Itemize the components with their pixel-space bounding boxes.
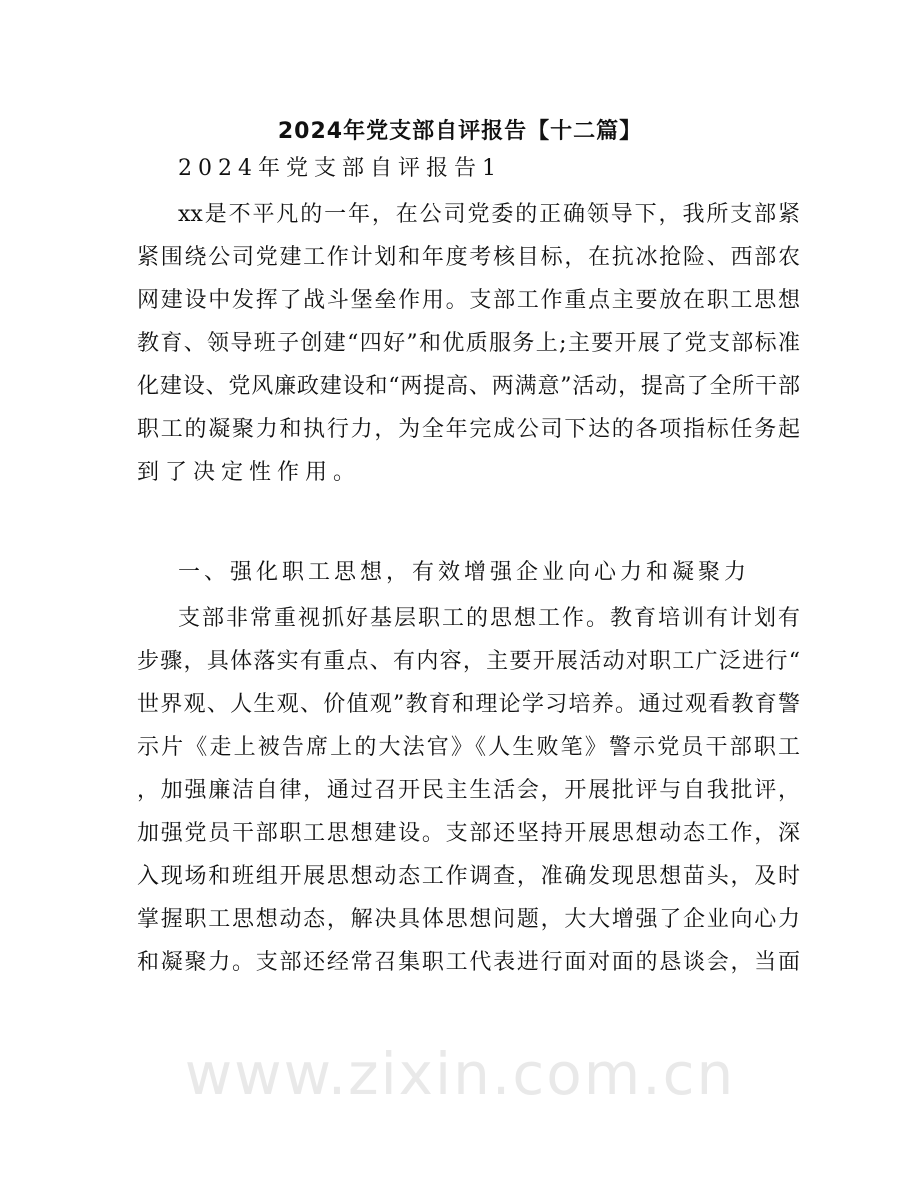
- text-line: 化建设、党风廉政建设和“两提高、两满意”活动，提高了全所干部: [137, 374, 800, 399]
- text-line: 步骤，具体落实有重点、有内容，主要开展活动对职工广泛进行“: [137, 649, 800, 674]
- document-title: 2024年党支部自评报告【十二篇】: [277, 119, 643, 144]
- text-line: 示片《走上被告席上的大法官》《人生败笔》警示党员干部职工: [137, 735, 800, 760]
- text-line: 到了决定性作用。: [137, 460, 362, 485]
- watermark: www.zixin.com.cn: [184, 1040, 736, 1108]
- text-line: 网建设中发挥了战斗堡垒作用。支部工作重点主要放在职工思想: [137, 288, 800, 313]
- text-line: 紧围绕公司党建工作计划和年度考核目标，在抗冰抢险、西部农: [137, 245, 800, 270]
- text-line: 和凝聚力。支部还经常召集职工代表进行面对面的恳谈会，当面: [137, 950, 800, 975]
- text-line: 加强党员干部职工思想建设。支部还坚持开展思想动态工作，深: [137, 821, 800, 846]
- text-line: 职工的凝聚力和执行力，为全年完成公司下达的各项指标任务起: [137, 417, 800, 442]
- report-subtitle: 2024年党支部自评报告1: [178, 156, 502, 181]
- text-line: 掌握职工思想动态，解决具体思想问题，大大增强了企业向心力: [137, 907, 800, 932]
- text-line: 教育、领导班子创建“四好”和优质服务上;主要开展了党支部标准: [137, 331, 800, 356]
- text-line: ，加强廉洁自律，通过召开民主生活会，开展批评与自我批评，: [137, 778, 800, 803]
- text-line: 入现场和班组开展思想动态工作调查，准确发现思想苗头，及时: [137, 864, 800, 889]
- text-line: 支部非常重视抓好基层职工的思想工作。教育培训有计划有: [178, 606, 800, 631]
- section-heading: 一、强化职工思想，有效增强企业向心力和凝聚力: [178, 560, 751, 585]
- text-line: 世界观、人生观、价值观”教育和理论学习培养。通过观看教育警: [137, 692, 800, 717]
- text-line: xx是不平凡的一年，在公司党委的正确领导下，我所支部紧: [178, 202, 800, 227]
